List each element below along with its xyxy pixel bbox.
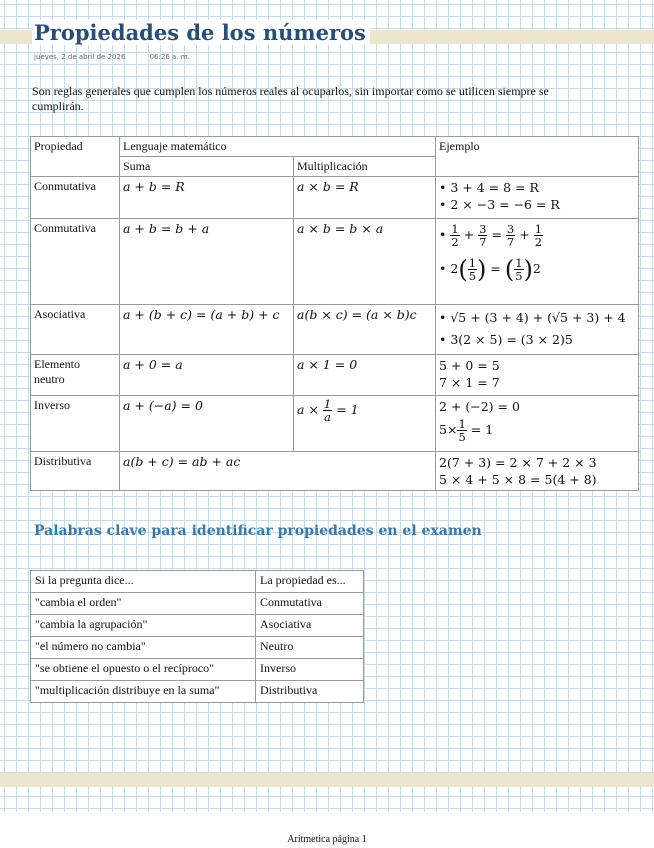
mult-cell: a × b = R — [294, 177, 436, 219]
sum-cell: a + b = b + a — [120, 219, 294, 305]
property-cell: Inverso — [31, 396, 120, 452]
property-cell: Neutro — [256, 637, 364, 659]
page-title: Propiedades de los números — [32, 20, 370, 45]
example-line: 7 × 1 = 7 — [439, 375, 500, 390]
property-cell: Conmutativa — [31, 219, 120, 305]
mult-cell: a(b × c) = (a × b)c — [294, 305, 436, 355]
example-cell — [436, 219, 639, 305]
page-date-time — [34, 53, 190, 61]
phrase-cell: "cambia la agrupación" — [31, 615, 256, 637]
example-line: 5 + 0 = 5 — [439, 358, 500, 373]
table-row — [31, 355, 639, 396]
sum-cell: a(b + c) = ab + ac — [120, 452, 436, 491]
sum-cell: a + 0 = a — [120, 355, 294, 396]
example-line: • 3 + 4 = 8 = R — [439, 180, 539, 195]
table-row — [31, 452, 639, 491]
example-cell — [436, 177, 639, 219]
phrase-cell: "el número no cambia" — [31, 637, 256, 659]
property-cell: Inverso — [256, 659, 364, 681]
bottom-band — [0, 773, 654, 787]
example-cell — [436, 452, 639, 491]
keywords-heading: Palabras clave para identificar propiedades en el examen — [34, 523, 482, 539]
example-fractions-line: • $\frac{1}{2}$ + $\frac{3}{7}$ = $\frac{3}{7}$ + $\frac{1}{2}$ — [439, 222, 543, 249]
table-header-row — [31, 137, 639, 157]
phrase-cell: "cambia el orden" — [31, 593, 256, 615]
example-cell — [436, 355, 639, 396]
example-line: 2(7 + 3) = 2 × 7 + 2 × 3 — [439, 455, 597, 470]
property-cell: Distributiva — [31, 452, 120, 491]
mult-cell: a × b = b × a — [294, 219, 436, 305]
header-cell: Suma — [120, 157, 294, 177]
example-line: 5 × 4 + 5 × 8 = 5(4 + 8) — [439, 472, 597, 487]
property-cell: Elemento neutro — [31, 355, 120, 396]
phrase-cell: "multiplicación distribuye en la suma" — [31, 681, 256, 703]
page-time: 06:26 a. m. — [149, 53, 190, 61]
table-row — [31, 305, 639, 355]
table-header-row — [31, 571, 364, 593]
sum-cell: a + (b + c) = (a + b) + c — [120, 305, 294, 355]
table-row — [31, 593, 364, 615]
header-cell: Propiedad — [31, 137, 120, 177]
table-row — [31, 615, 364, 637]
header-cell: La propiedad es... — [256, 571, 364, 593]
example-line: 5× $\frac{1}{5}$ = 1 — [439, 417, 494, 444]
table-row — [31, 637, 364, 659]
sum-cell: a + b = R — [120, 177, 294, 219]
table-row — [31, 177, 639, 219]
sum-cell: a + (−a) = 0 — [120, 396, 294, 452]
example-cell — [436, 396, 639, 452]
properties-table — [30, 136, 639, 491]
table-row — [31, 681, 364, 703]
example-line: 2 + (−2) = 0 — [439, 399, 520, 414]
header-cell: Lenguaje matemático — [120, 137, 436, 157]
property-cell: Asociativa — [256, 615, 364, 637]
intro-paragraph: Son reglas generales que cumplen los números reales al ocuparlos, sin importar como se utilicen siempre se cumplirán. — [32, 84, 549, 113]
property-cell: Conmutativa — [256, 593, 364, 615]
page-date: jueves, 2 de abril de 2026 — [34, 53, 126, 61]
property-cell: Asociativa — [31, 305, 120, 355]
table-row — [31, 396, 639, 452]
property-cell: Distributiva — [256, 681, 364, 703]
keywords-table — [30, 570, 364, 703]
header-cell: Multiplicación — [294, 157, 436, 177]
example-line: • 2 × −3 = −6 = R — [439, 197, 560, 212]
table-row — [31, 219, 639, 305]
phrase-cell: "se obtiene el opuesto o el recíproco" — [31, 659, 256, 681]
example-line: • 3(2 × 5) = (3 × 2)5 — [439, 332, 573, 347]
example-line: • √5 + (3 + 4) + (√5 + 3) + 4 — [439, 310, 626, 325]
property-cell: Conmutativa — [31, 177, 120, 219]
mult-cell: a × $\frac{1}{a}$ = 1 — [294, 396, 436, 452]
table-row — [31, 659, 364, 681]
page-footer: Aritmetica página 1 — [287, 834, 367, 845]
mult-cell: a × 1 = 0 — [294, 355, 436, 396]
header-cell: Ejemplo — [436, 137, 639, 177]
header-cell: Si la pregunta dice... — [31, 571, 256, 593]
example-parens-line: • 2( $\frac{1}{5}$ ) = ( $\frac{1}{5}$ )2 — [439, 255, 541, 284]
example-cell — [436, 305, 639, 355]
